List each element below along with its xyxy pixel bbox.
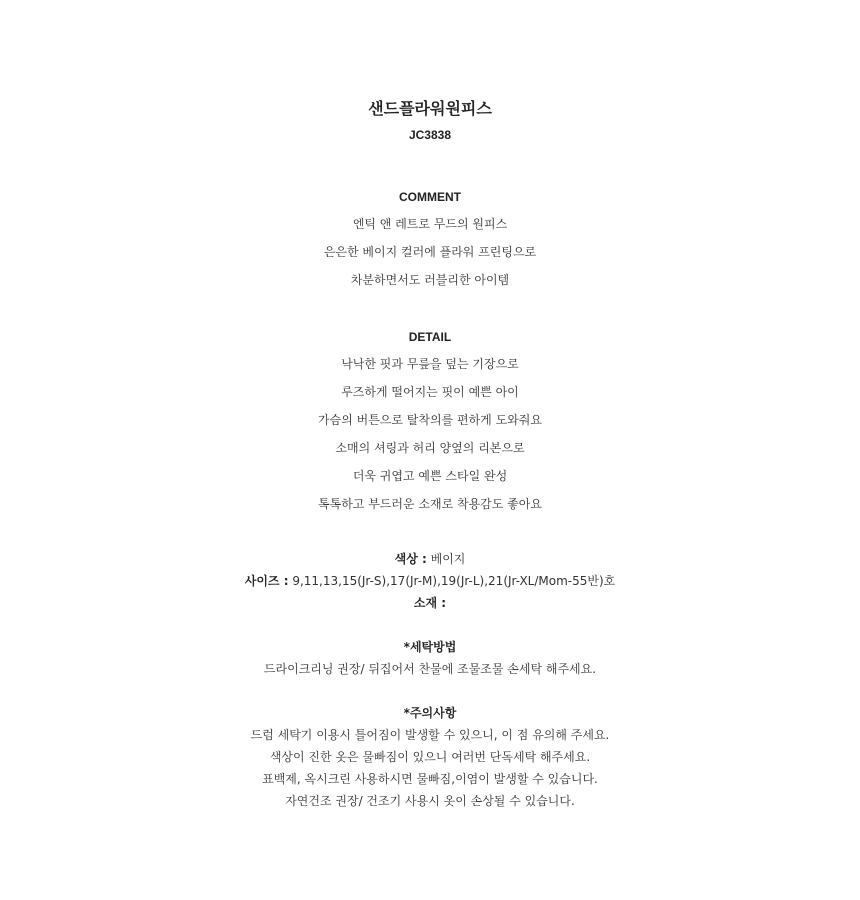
product-code: JC3838: [408, 128, 452, 142]
caution-line: 표백제, 옥시크린 사용하시면 물빠짐,이염이 발생할 수 있습니다.: [262, 772, 598, 786]
spec-size: [0, 573, 860, 589]
washing-line: 드라이크리닝 권장/ 뒤집어서 찬물에 조물조물 손세탁 해주세요.: [263, 662, 597, 676]
spec-material: [0, 595, 860, 611]
caution-line: 자연건조 권장/ 건조기 사용시 옷이 손상될 수 있습니다.: [285, 794, 575, 808]
detail-heading: DETAIL: [408, 330, 452, 344]
spec-color-value: 베이지: [430, 552, 466, 566]
comment-line: 엔틱 앤 레트로 무드의 원피스: [352, 217, 508, 231]
comment-line: 차분하면서도 러블리한 아이템: [350, 273, 510, 287]
detail-line: 낙낙한 핏과 무릎을 덮는 기장으로: [341, 357, 519, 371]
product-title: 샌드플라워원피스: [368, 99, 492, 118]
spec-color: [0, 551, 860, 567]
spec-color-label: 색상 :: [394, 552, 427, 566]
spec-size-value: 9,11,13,15(Jr-S),17(Jr-M),19(Jr-L),21(Jr-XL/Mom-55반)호: [292, 574, 616, 588]
detail-line: 루즈하게 떨어지는 핏이 예쁜 아이: [341, 385, 519, 399]
detail-line: 가슴의 버튼으로 탈착의를 편하게 도와줘요: [318, 413, 542, 427]
spec-material-label: 소재 :: [413, 596, 447, 610]
caution-line: 드럼 세탁기 이용시 틀어짐이 발생할 수 있으니, 이 점 유의해 주세요.: [250, 728, 610, 742]
caution-heading: *주의사항: [403, 706, 457, 720]
detail-line: 톡톡하고 부드러운 소재로 착용감도 좋아요: [318, 497, 542, 511]
comment-heading: COMMENT: [399, 190, 461, 204]
detail-line: 소매의 셔링과 허리 양옆의 리본으로: [335, 441, 525, 455]
spec-size-label: 사이즈 :: [244, 574, 289, 588]
comment-line: 은은한 베이지 컬러에 플라워 프린팅으로: [323, 245, 537, 259]
detail-line: 더욱 귀엽고 예쁜 스타일 완성: [352, 469, 508, 483]
caution-line: 색상이 진한 옷은 물빠짐이 있으니 여러번 단독세탁 해주세요.: [269, 750, 591, 764]
washing-heading: *세탁방법: [403, 640, 457, 654]
